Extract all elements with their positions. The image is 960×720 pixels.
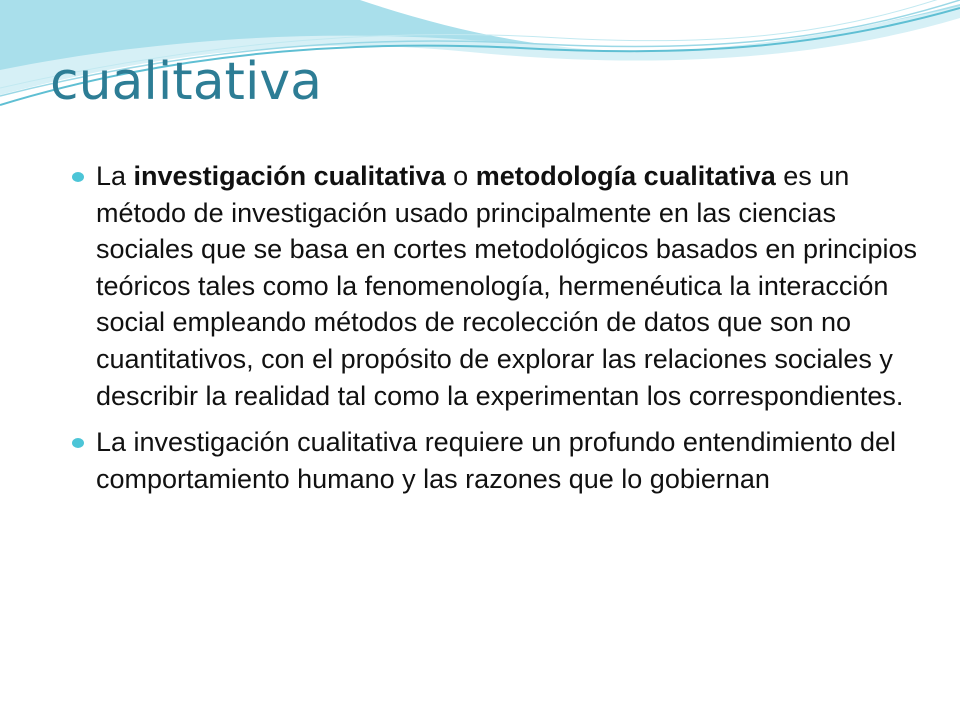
bullet-text-2: La investigación cualitativa requiere un profundo entendimiento del comportamiento humano y las razones que lo gobiernan xyxy=(96,427,897,494)
bullet-item-2 xyxy=(72,424,922,497)
bullet-item-1 xyxy=(72,158,922,414)
bullet-text-1: La investigación cualitativa o metodología cualitativa es un método de investigación usado principalmente en las ciencias sociales que se basa en cortes metodológicos basados en principios teóricos tales como la fenomenología, hermenéutica la interacción social empleando métodos de recolección de datos que son no cuantitativos, con el propósito de explorar las relaciones sociales y describir la realidad tal como la experimentan los correspondientes. xyxy=(96,161,917,411)
slide-title: cualitativa xyxy=(50,52,323,112)
bullet-list xyxy=(72,158,922,507)
bullet-dot-icon xyxy=(72,438,84,448)
bullet-dot-icon xyxy=(72,172,84,182)
